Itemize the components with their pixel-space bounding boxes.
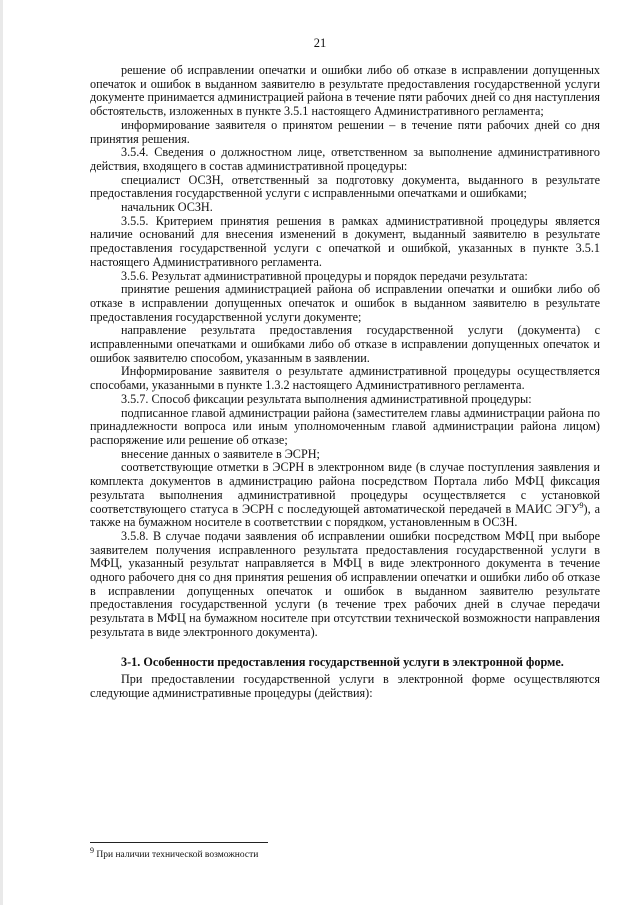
paragraph: 3.5.7. Способ фиксации результата выполнения административной процедуры: bbox=[121, 391, 532, 406]
footnote-marker: 9 bbox=[90, 845, 94, 855]
footnote bbox=[90, 845, 600, 861]
paragraph: При предоставлении государственной услуги в электронной форме осуществляются следующие административные процедуры (действия): bbox=[90, 672, 600, 701]
paragraph: внесение данных о заявителе в ЭСРН; bbox=[121, 446, 320, 461]
paragraph: 3.5.5. Критерием принятия решения в рамках административной процедуры является наличие оснований для внесения изменений в документ, выданный заявителю в результате предоставления государственной услуги с опечаткой и ошибкой, указанных в пункте 3.5.1 настоящего Административного регламента. bbox=[90, 213, 600, 269]
paragraph: специалист ОСЗН, ответственный за подготовку документа, выданного в результате предоставления государственной услуги с исправленными опечатками и ошибками; bbox=[90, 172, 600, 201]
paragraph: 3.5.8. В случае подачи заявления об исправлении ошибки посредством МФЦ при выборе заявителем получения исправленного результата предоставления государственной услуги в МФЦ, указанный результат направляется в МФЦ в виде электронного документа в течение одного рабочего дня со дня принятия решения об исправлении опечатки и ошибки либо об отказе в исправлении допущенных опечаток и ошибок в выданном заявителю результате предоставления государственной услуги (в течение трех рабочих дней в случае передачи результата в МФЦ на бумажном носителе при отсутствии технической возможности направления результата в виде электронного документа). bbox=[90, 528, 600, 639]
paragraph: принятие решения администрацией района об исправлении опечатки и ошибки либо об отказе в исправлении допущенных опечаток и ошибок в выданном заявителю в результате предоставления государственной услуги документе; bbox=[90, 282, 600, 324]
paragraph: начальник ОСЗН. bbox=[121, 200, 213, 215]
paragraph: 3.5.4. Сведения о должностном лице, ответственном за выполнение административного действия, входящего в состав административной процедуры: bbox=[90, 145, 600, 173]
paragraph: направление результата предоставления государственной услуги (документа) с исправленными опечатками и ошибками либо об отказе в исправлении допущенных опечаток и ошибок заявителю способом, указанным в заявлении. bbox=[90, 323, 600, 365]
paragraph-with-footnote-ref bbox=[90, 461, 600, 530]
paragraph: подписанное главой администрации района (заместителем главы администрации района по принадлежности вопроса или иным уполномоченным главой администрации района лицом) распоряжение или решение об отказе; bbox=[90, 405, 600, 447]
document-body bbox=[90, 64, 600, 701]
scan-edge bbox=[0, 0, 3, 905]
section-heading: 3-1. Особенности предоставления государственной услуги в электронной форме. bbox=[121, 654, 564, 669]
paragraph: 3.5.6. Результат административной процедуры и порядок передачи результата: bbox=[121, 268, 528, 283]
footnote-reference[interactable]: 9 bbox=[579, 500, 584, 510]
footnote-text: При наличии технической возможности bbox=[94, 850, 259, 860]
paragraph-text-tail: ), а также на бумажном носителе в соответствии с порядком, установленным в ОСЗН. bbox=[90, 501, 601, 530]
paragraph-text: соответствующие отметки в ЭСРН в электронном виде (в случае поступления заявления и комплекта документов в администрацию района посредством Портала либо МФЦ фиксация результата выполнения административной процедуры осуществляется с установкой соответствующего статуса в ЭСРН с последующей автоматической передачей в МАИС ЭГУ bbox=[90, 460, 600, 516]
footnote-divider bbox=[90, 842, 268, 843]
paragraph: решение об исправлении опечатки и ошибки либо об отказе в исправлении допущенных опечаток и ошибок в выданном заявителю в результате предоставления государственной услуги документе принимается администрацией района в течение пяти рабочих дней со дня наступления обстоятельств, изложенных в пункте 3.5.1 настоящего Административного регламента; bbox=[90, 63, 600, 119]
paragraph: информирование заявителя о принятом решении – в течение пяти рабочих дней со дня принятия решения. bbox=[90, 117, 600, 146]
page-number: 21 bbox=[313, 36, 327, 50]
paragraph: Информирование заявителя о результате административной процедуры осуществляется способами, указанными в пункте 1.3.2 настоящего Административного регламента. bbox=[90, 364, 600, 393]
